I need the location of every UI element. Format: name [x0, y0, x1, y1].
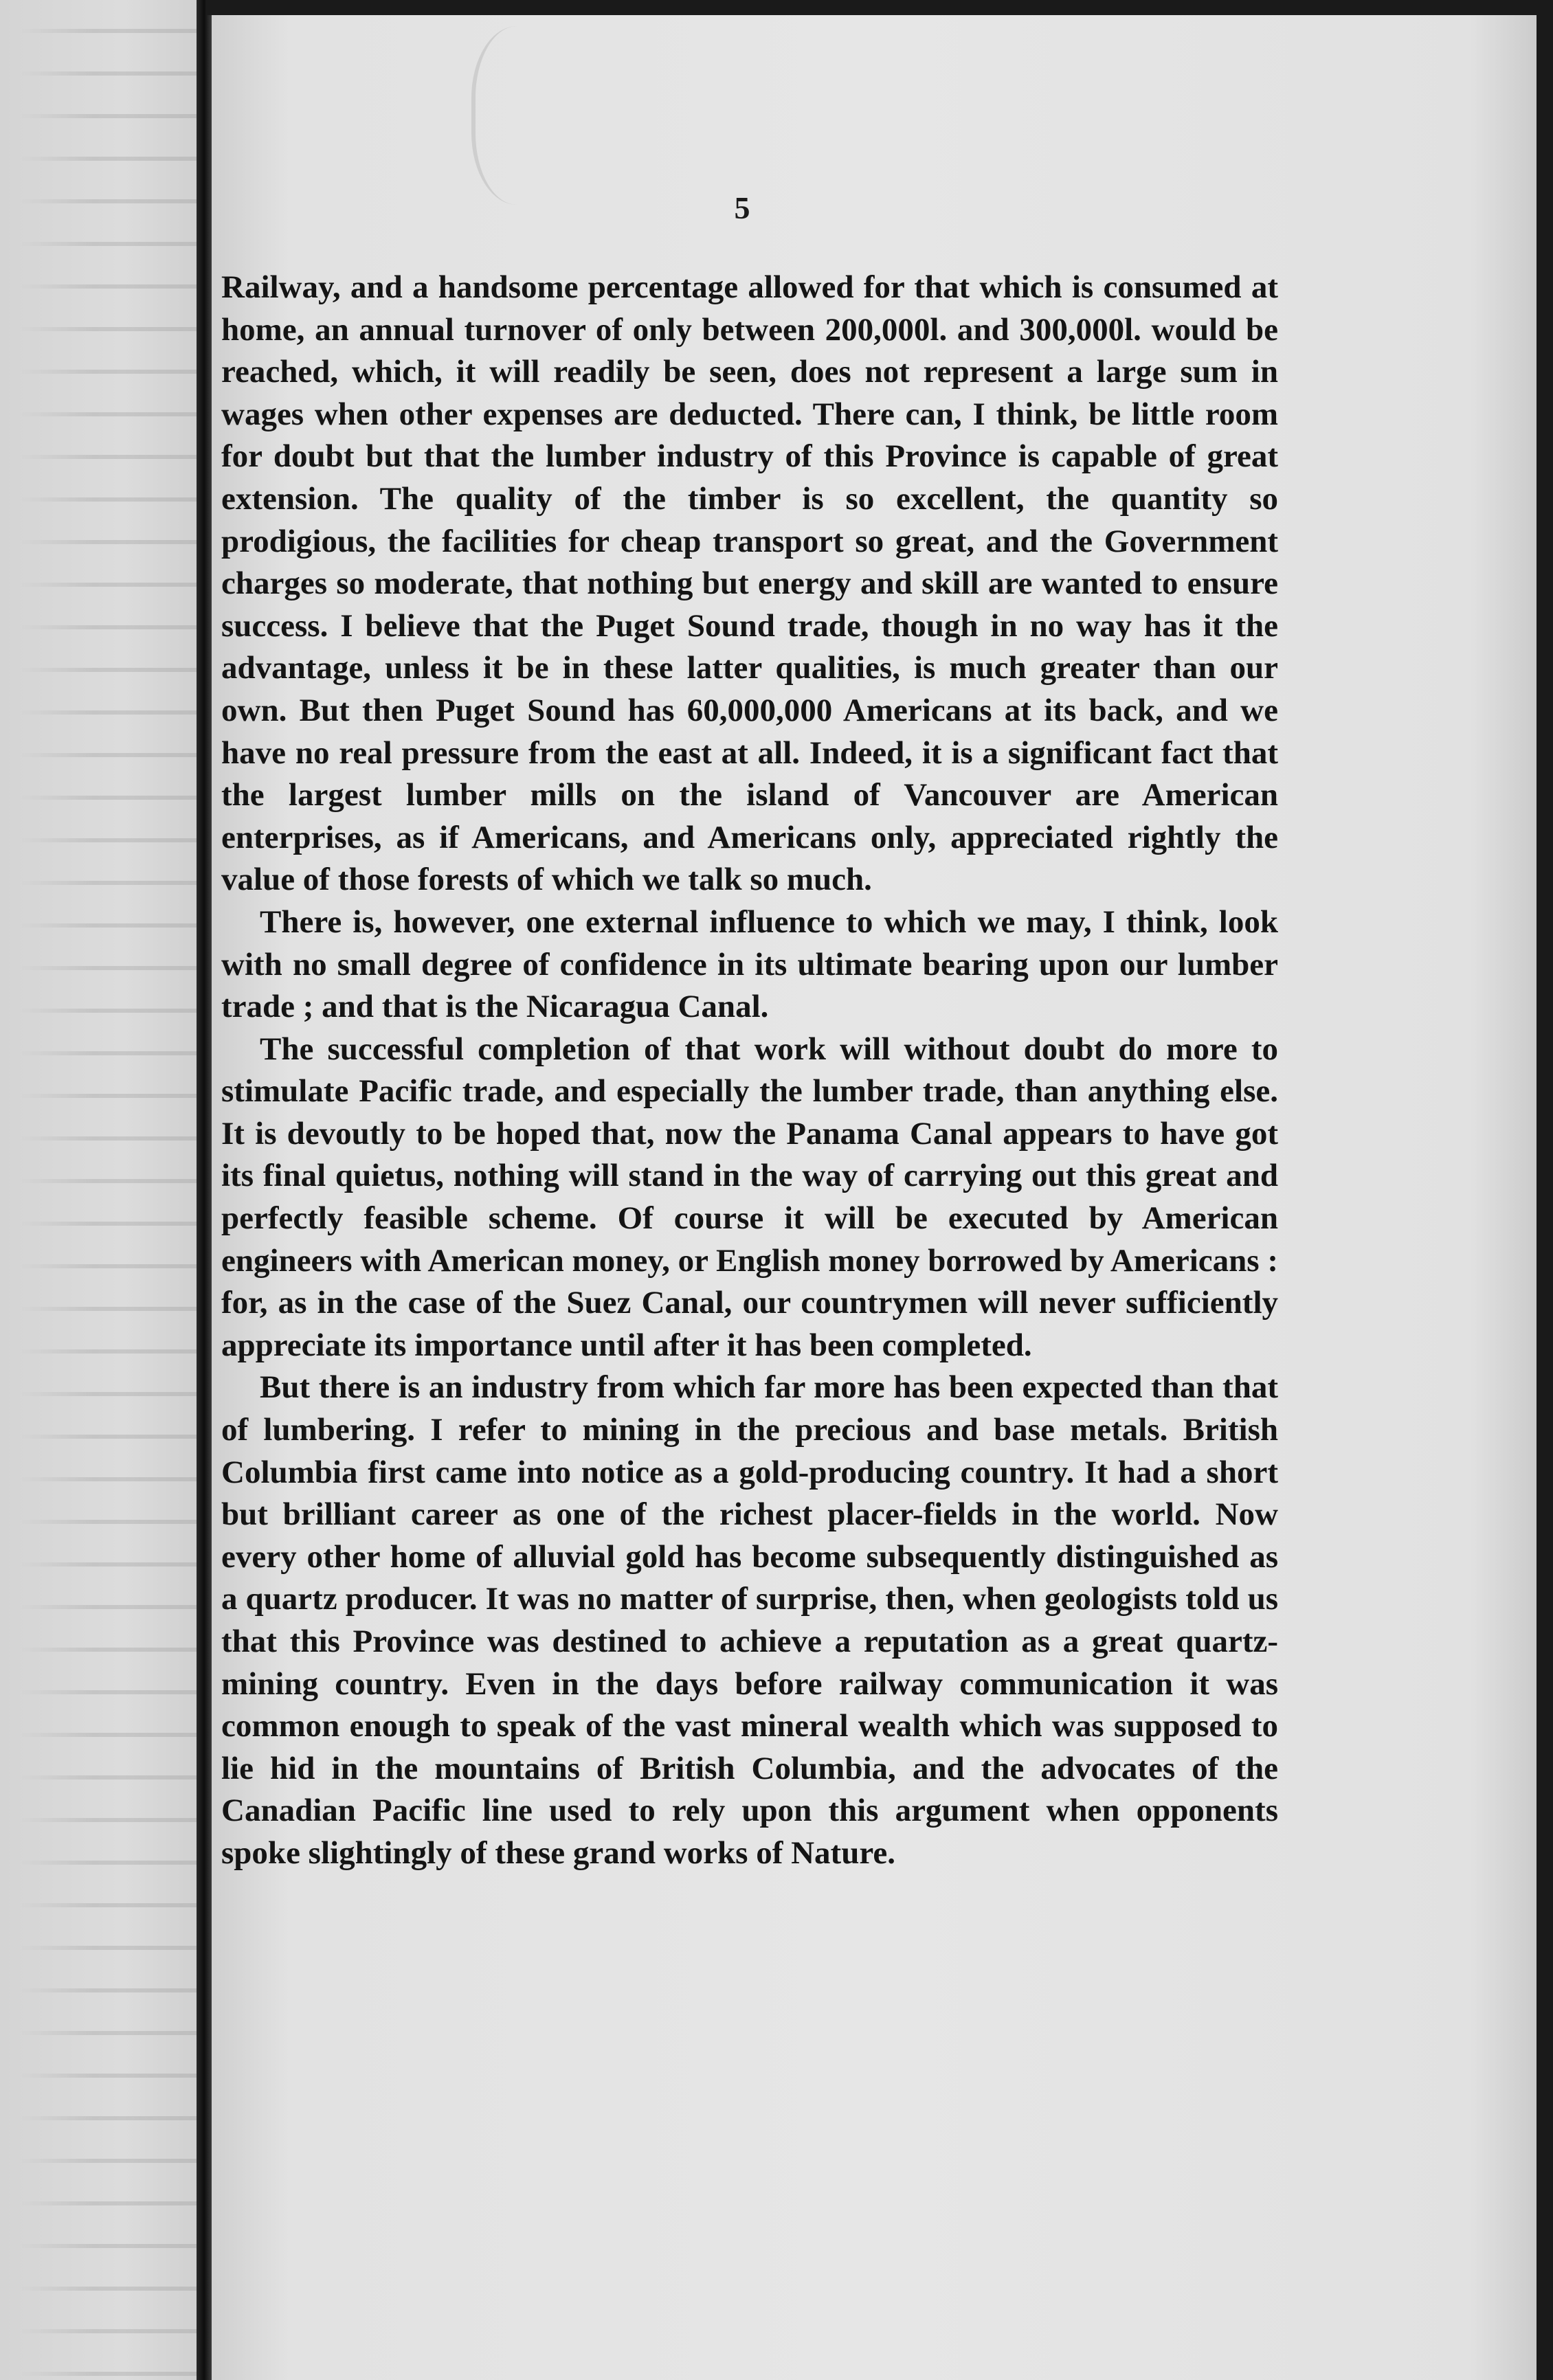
- paragraph-4: But there is an industry from which far more has been expected than that of lumbering. I refer to mining in the precious and base metals. British Columbia first came into notice as a gold-producing country. It had a short but brilliant career as one of the richest placer-fields in the world. Now every other home of alluvial gold has become subsequently distinguished as a quartz producer. It was no matter of surprise, then, when geologists told us that this Province was destined to achieve a reputation as a great quartz-mining country. Even in the days before railway communication it was common enough to speak of the vast mineral wealth which was supposed to lie hid in the mountains of British Columbia, and the advocates of the Canadian Pacific line used to rely upon this argument when opponents spoke slightingly of these grand works of Nature.: [221, 1369, 1278, 1871]
- scan-border-right: [1537, 0, 1553, 2380]
- paragraph-3: The successful completion of that work will without doubt do more to stimulate Pacific trade, and especially the lumber trade, than anything else. It is devoutly to be hoped that, now the Panama Canal appears to have got its final quietus, nothing will stand in the way of carrying out this great and perfectly feasible scheme. Of course it will be executed by American engineers with American money, or English money borrowed by Americans : for, as in the case of the Suez Canal, our countrymen will never sufficiently appreciate its importance until after it has been completed.: [221, 1031, 1278, 1363]
- paper-stain: [471, 26, 585, 205]
- bleed-through-text: [21, 0, 199, 2380]
- page-number: 5: [734, 190, 750, 225]
- book-gutter: [197, 0, 212, 2380]
- scan-border-top: [206, 0, 1553, 15]
- paragraph-2: There is, however, one external influence to which we may, I think, look with no small degree of confidence in its ultimate bearing upon our lumber trade ; and that is the Nicaragua Canal.: [221, 903, 1278, 1025]
- facing-page-left: [0, 0, 206, 2380]
- paragraph-1: Railway, and a handsome percentage allowed for that which is consumed at home, an annual turnover of only between 200,000l. and 300,000l. would be reached, which, it will readily be seen, does not represent a large sum in wages when other expenses are deducted. There can, I think, be little room for doubt but that the lumber industry of this Province is capable of great extension. The quality of the timber is so excellent, the quantity so prodigious, the facilities for cheap transport so great, and the Government charges so moderate, that nothing but energy and skill are wanted to ensure success. I believe that the Puget Sound trade, though in no way has it the advantage, unless it be in these latter qualities, is much greater than our own. But then Puget Sound has 60,000,000 Americans at its back, and we have no real pressure from the east at all. Indeed, it is a significant fact that the largest lumber mills on the island of Vancouver are American enterprises, as if Americans, and Americans only, appreciated rightly the value of those forests of which we talk so much.: [221, 269, 1278, 898]
- body-text: [221, 267, 1278, 1875]
